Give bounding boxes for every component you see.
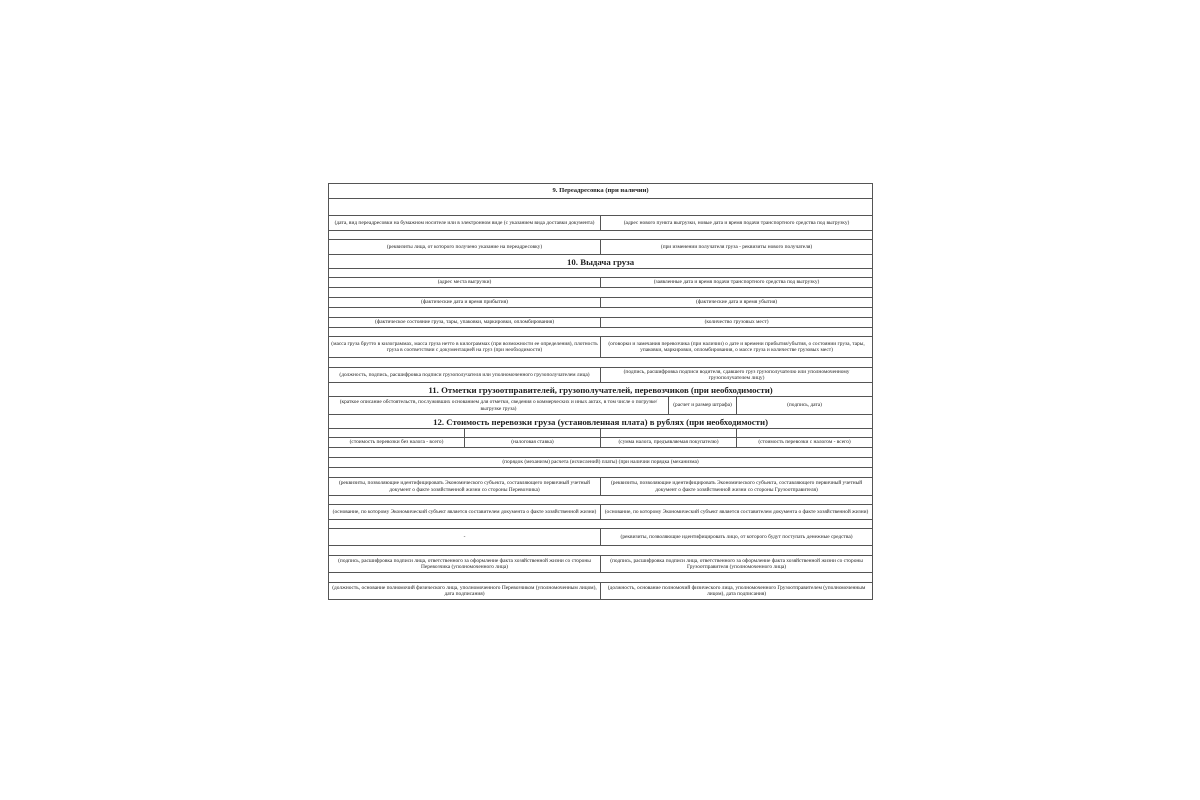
caption-row (329, 216, 873, 231)
cargo-state-input[interactable] (329, 308, 873, 318)
input-row (329, 308, 873, 318)
section-9-title: 9. Переадресовка (при наличии) (329, 184, 873, 199)
caption-row (329, 529, 873, 546)
tax-rate-caption: (налоговая ставка) (465, 438, 601, 448)
calc-order-input[interactable] (329, 448, 873, 458)
input-row (329, 448, 873, 458)
carrier-remarks-caption: (оговорки и замечания перевозчика (при наличии) о дате и времени прибытия/убытия, о состоянии груза, тары, упаковки, маркировки, опломбирования, о массе груза и количестве грузовых мест) (601, 337, 873, 358)
redirect-date-caption: (дата, вид переадресовки на бумажном носителе или в электронном виде (с указанием вида доставки документа) (329, 216, 601, 231)
delivery-signature-input[interactable] (329, 358, 873, 368)
shipper-basis-caption: (основание, по которому Экономический субъект является составителем документа о факте хозяйственной жизни) (601, 505, 873, 520)
caption-row (329, 337, 873, 358)
driver-signature-caption: (подпись, расшифровка подписи водителя, сдавшего груз грузополучателю или уполномоченному грузополучателем лицу) (601, 368, 873, 383)
input-row (329, 573, 873, 583)
input-row (329, 288, 873, 298)
caption-row (329, 397, 873, 415)
input-row (329, 468, 873, 478)
section-9-header (329, 184, 873, 199)
caption-row (329, 240, 873, 255)
redirect-source-caption: (реквизиты лица, от которого получено указание на переадресовку) (329, 240, 601, 255)
input-row (329, 546, 873, 556)
input-row (329, 429, 873, 438)
carrier-basis-caption: (основание, по которому Экономический субъект является составителем документа о факте хозяйственной жизни) (329, 505, 601, 520)
waybill-form (328, 183, 872, 600)
input-row (329, 496, 873, 505)
shipper-responsible-caption: (подпись, расшифровка подписи лица, ответственного за оформление факта хозяйственной жизни со стороны Грузоотправителя (уполномоченного лица) (601, 556, 873, 573)
declared-arrival-caption: (заявленные дата и время подачи транспортного средства под выгрузку) (601, 278, 873, 288)
redirect-input[interactable] (329, 199, 873, 216)
carrier-authority-caption: (должность, основание полномочий физического лица, уполномоченного Перевозчиком (уполномоченным лицом), дата подписания) (329, 583, 601, 600)
caption-row (329, 278, 873, 288)
arrival-input[interactable] (329, 288, 873, 298)
cargo-state-caption: (фактическое состояние груза, тары, упаковки, маркировки, опломбирования) (329, 318, 601, 328)
caption-row (329, 438, 873, 448)
section-11-header (329, 383, 873, 397)
input-row (329, 199, 873, 216)
redirect-source-input[interactable] (329, 231, 873, 240)
mass-input[interactable] (329, 328, 873, 337)
basis-input[interactable] (329, 496, 873, 505)
cost-with-tax-input[interactable] (737, 429, 873, 438)
cost-no-tax-caption: (стоимость перевозки без налога - всего) (329, 438, 465, 448)
caption-row (329, 505, 873, 520)
waybill-table (328, 183, 873, 600)
caption-row (329, 478, 873, 496)
section-11-title: 11. Отметки грузоотправителей, грузополучателей, перевозчиков (при необходимости) (329, 383, 873, 397)
cost-no-tax-input[interactable] (329, 429, 465, 438)
payer-requisites-caption: (реквизиты, позволяющие идентифицировать лицо, от которого будут поступать денежные средства) (601, 529, 873, 546)
responsible-signature-input[interactable] (329, 546, 873, 556)
payer-input[interactable] (329, 520, 873, 529)
calc-order-caption: (порядок (механизм) расчета (исчислений) платы) (при наличии порядка (механизма) (329, 458, 873, 468)
shipper-entity-caption: (реквизиты, позволяющие идентифицировать Экономического субъекта, составляющего первичный учетный документ о факте хозяйственной жизни со стороны Грузоотправителя) (601, 478, 873, 496)
input-row (329, 520, 873, 529)
unload-address-input[interactable] (329, 269, 873, 278)
input-row (329, 358, 873, 368)
carrier-responsible-caption: (подпись, расшифровка подписи лица, ответственного за оформление факта хозяйственной жизни со стороны Перевозчика (уполномоченного лица) (329, 556, 601, 573)
authority-input[interactable] (329, 573, 873, 583)
remarks-caption: (краткое описание обстоятельств, послуживших основанием для отметки, сведения о коммерческих и иных актах, в том числе о погрузке/выгрузке груза) (329, 397, 669, 415)
actual-arrival-caption: (фактические дата и время прибытия) (329, 298, 601, 308)
shipper-authority-caption: (должность, основание полномочий физического лица, уполномоченного Грузоотправителем (уполномоченным лицом), дата подписания) (601, 583, 873, 600)
carrier-entity-caption: (реквизиты, позволяющие идентифицировать Экономического субъекта, составляющего первичный учетный документ о факте хозяйственной жизни со стороны Перевозчика) (329, 478, 601, 496)
cost-with-tax-caption: (стоимость перевозки с налогом - всего) (737, 438, 873, 448)
section-10-header (329, 255, 873, 269)
cargo-mass-caption: (масса груза брутто в килограммах, масса груза нетто в килограммах (при возможности ее определения), плотность груза в соответствии с документацией на груз (при необходимости) (329, 337, 601, 358)
caption-row (329, 298, 873, 308)
tax-amount-input[interactable] (601, 429, 737, 438)
input-row (329, 231, 873, 240)
actual-departure-caption: (фактические дата и время убытия) (601, 298, 873, 308)
section-12-title: 12. Стоимость перевозки груза (установленная плата) в рублях (при необходимости) (329, 415, 873, 429)
caption-row (329, 556, 873, 573)
caption-row (329, 583, 873, 600)
caption-row (329, 368, 873, 383)
new-receiver-caption: (при изменении получателя груза - реквизиты нового получателя) (601, 240, 873, 255)
fine-caption: (расчет и размер штрафа) (669, 397, 737, 415)
caption-row (329, 458, 873, 468)
carrier-payer-caption: - (329, 529, 601, 546)
section-12-header (329, 415, 873, 429)
remarks-signature-caption: (подпись, дата) (737, 397, 873, 415)
input-row (329, 269, 873, 278)
receiver-signature-caption: (должность, подпись, расшифровка подписи грузополучателя или уполномоченного грузополучателем лица) (329, 368, 601, 383)
unload-address-caption: (адрес места выгрузки) (329, 278, 601, 288)
caption-row (329, 318, 873, 328)
input-row (329, 328, 873, 337)
tax-amount-caption: (сумма налога, предъявляемая покупателю) (601, 438, 737, 448)
cargo-places-caption: (количество грузовых мест) (601, 318, 873, 328)
new-unload-point-caption: (адрес нового пункта выгрузки, новые дата и время подачи транспортного средства под выгрузку) (601, 216, 873, 231)
tax-rate-input[interactable] (465, 429, 601, 438)
section-10-title: 10. Выдача груза (329, 255, 873, 269)
entity-requisites-input[interactable] (329, 468, 873, 478)
